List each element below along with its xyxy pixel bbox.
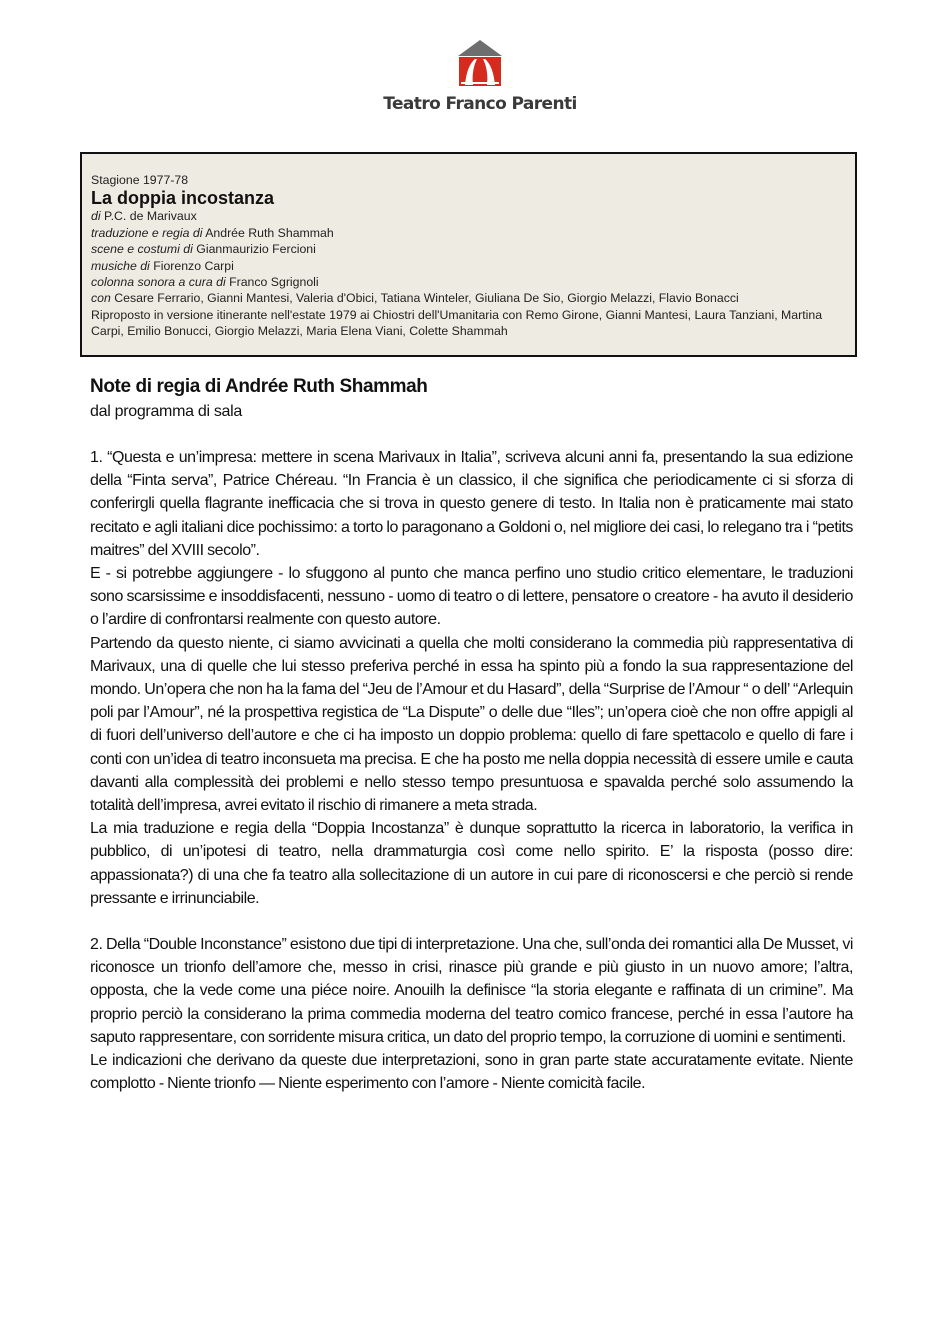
- credit-music: [91, 258, 855, 274]
- credit-role: traduzione e regia di: [91, 225, 203, 240]
- credit-name: Cesare Ferrario, Gianni Mantesi, Valeria d'Obici, Tatiana Winteler, Giuliana De Sio, Giorgio Melazzi, Flavio Bonacci: [114, 291, 739, 306]
- paragraph: 2. Della “Double Inconstance” esistono due tipi di interpretazione. Una che, sull’onda dei romantici alla De Musset, vi riconosce un trionfo dell’amore che, messo in crisi, rinasce più grande e più giusto in un nuovo amore; l’altra, opposta, che la vede come una piéce noire. Anouilh la definisce “la storia elegante e raffinata di un crimine”. Ma proprio perciò la considerano la prima commedia moderna del teatro comico francese, perché in essa l’autore ha saputo rappresentare, con sorridente misura critica, un dato del proprio tempo, la corruzione di uomini e sentimenti.: [90, 936, 853, 1046]
- article-heading: Note di regia di Andrée Ruth Shammah: [90, 376, 428, 397]
- credit-sets-costumes: [91, 241, 855, 257]
- article-subheading: dal programma di sala: [90, 403, 242, 420]
- credit-name: Andrée Ruth Shammah: [205, 225, 334, 240]
- credit-role: musiche di: [91, 258, 150, 273]
- paragraph: La mia traduzione e regia della “Doppia Incostanza” è dunque soprattutto la ricerca in laboratorio, la verifica in pubblico, di un’ipotesi di teatro, nella drammaturgia così come nello spirito. E’ la risposta (posso dire: appassionata?) di una che fa teatro alla sollecitazione di un autore in cui pare di riconoscersi e che perciò si rende pressante e irrinunciabile.: [90, 820, 853, 907]
- credit-cast: [91, 290, 855, 306]
- paragraph: 1. “Questa e un’impresa: mettere in scena Marivaux in Italia”, scriveva alcuni anni fa, presentando la sua edizione della “Finta serva”, Patrice Chéreau. “In Francia è un classico, il che significa che periodicamente ci si sforza di conferirgli quella flagrante inefficacia che si trova in questo genere di testo. In Italia non è praticamente mai stato recitato e agli italiani dice pochissimo: a torto lo paragonano a Goldoni o, nel migliore dei casi, lo relegano tra i “petits maitres” del XVIII secolo”.: [90, 449, 853, 559]
- theatre-curtain-house-icon: [455, 38, 505, 88]
- credit-name: P.C. de Marivaux: [104, 209, 197, 224]
- spacer: [90, 423, 853, 446]
- season-label: Stagione 1977-78: [91, 173, 189, 187]
- credit-name: Franco Sgrignoli: [229, 275, 319, 290]
- play-title: La doppia incostanza: [91, 188, 275, 209]
- theatre-logo: [380, 38, 580, 114]
- paragraph: E - si potrebbe aggiungere - lo sfuggono al punto che manca perfino uno studio critico elementare, le traduzioni sono scarsissime e insoddisfacenti, nessuno - uomo di teatro o di lettere, pensatore o creatore - ha avuto il desiderio o l’ardire di confrontarsi realmente con questo autore.: [90, 565, 853, 629]
- director-notes: [90, 374, 853, 1095]
- paragraph: Partendo da questo niente, ci siamo avvicinati a quella che molti considerano la commedia più rappresentativa di Marivaux, una di quelle che lui stesso preferiva perché in essa ha spinto più a fondo la sua rappresentazione del mondo. Un’opera che non ha la fama del “Jeu de l’Amour et du Hasard”, della “Surprise de l’Amour “ o dell’ “Arlequin poli par l’Amour”, né la prospettiva registica de “La Dispute” o delle due “Iles”; un’opera cioè che non offre appigli al di fuori dell’universo dell’autore e che ci ha imposto un doppio problema: quello di fare spettacolo e quello di fare i conti con un’idea di teatro inconsueta ma precisa. E che ha posto me nella doppia necessità di essere umile e cauta davanti alla complessità dei problemi e nello stesso tempo presuntuosa e spavalda perché solo assumendo la totalità dell’impresa, avrei evitato il rischio di rimanere a meta strada.: [90, 634, 853, 815]
- credit-author: [91, 208, 855, 224]
- credit-translation-direction: [91, 225, 855, 241]
- production-info-box: [80, 152, 857, 357]
- credit-role: colonna sonora a cura di: [91, 275, 226, 290]
- revival-note: Riproposto in versione itinerante nell'estate 1979 ai Chiostri dell'Umanitaria con Remo Girone, Gianni Mantesi, Laura Tanziani, Martina Carpi, Emilio Bonucci, Giorgio Melazzi, Maria Elena Viani, Colette Shammah: [91, 307, 823, 339]
- paragraph: Le indicazioni che derivano da queste due interpretazioni, sono in gran parte state accuratamente evitate. Niente complotto - Niente trionfo — Niente esperimento con l’amore - Niente comicità facile.: [90, 1052, 853, 1093]
- credit-name: Gianmaurizio Fercioni: [196, 242, 316, 257]
- credit-soundtrack: [91, 274, 855, 290]
- credit-name: Fiorenzo Carpi: [153, 258, 234, 273]
- spacer: [90, 910, 853, 933]
- theatre-name: Teatro Franco Parenti: [383, 94, 577, 114]
- credit-role: con: [91, 291, 111, 306]
- credit-role: scene e costumi di: [91, 242, 193, 257]
- credit-role: di: [91, 209, 101, 224]
